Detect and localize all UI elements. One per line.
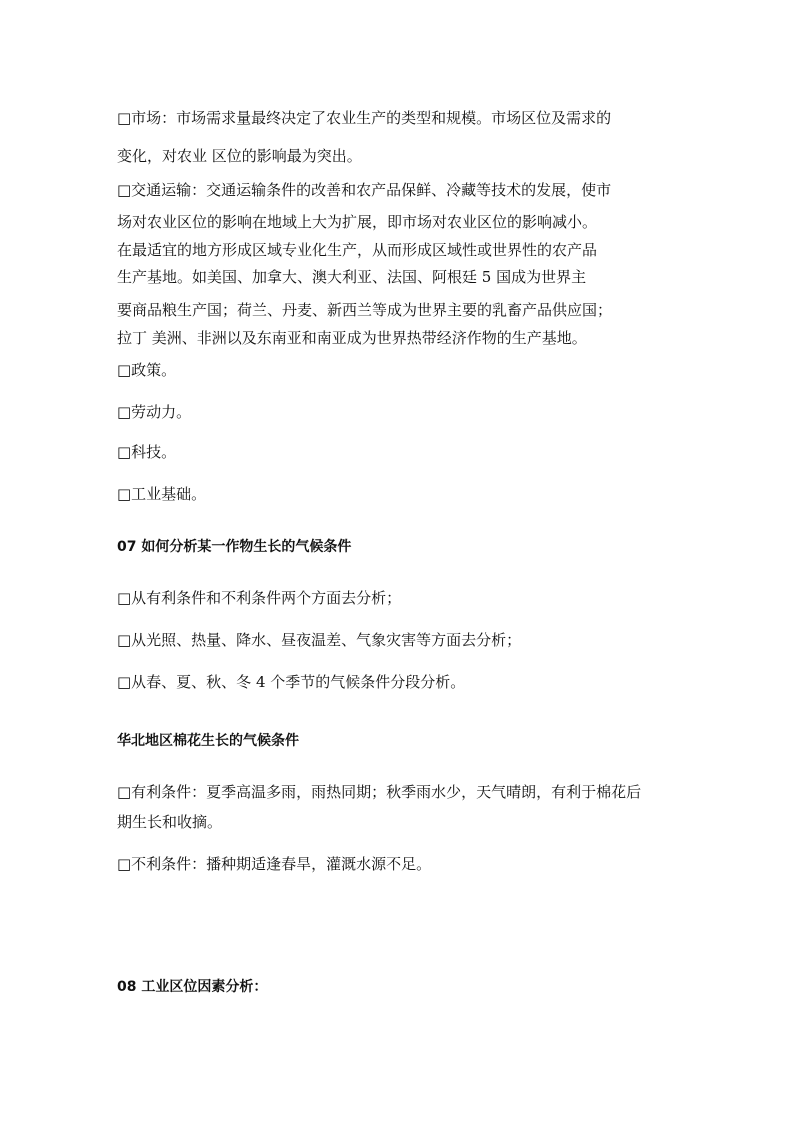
factor-industry-base: □工业基础。 (117, 485, 207, 503)
market-line-1: □市场：市场需求量最终决定了农业生产的类型和规模。市场区位及需求的 (117, 109, 612, 127)
cotton-favorable-line-2: 期生长和收摘。 (117, 813, 223, 831)
section-08-heading: 08 工业区位因素分析： (117, 979, 268, 995)
section-07-item-2: □从光照、热量、降水、昼夜温差、气象灾害等方面去分析； (117, 631, 522, 649)
cotton-favorable-line-1: □有利条件：夏季高温多雨，雨热同期；秋季雨水少，天气晴朗，有利于棉花后 (117, 783, 642, 801)
transport-line-6: 拉丁 美洲、非洲以及东南亚和南亚成为世界热带经济作物的生产基地。 (117, 329, 587, 347)
market-line-2: 变化，对农业 区位的影响最为突出。 (117, 147, 362, 165)
section-07-item-3: □从春、夏、秋、冬 4 个季节的气候条件分段分析。 (117, 673, 466, 691)
factor-technology: □科技。 (117, 443, 177, 461)
section-07-heading: 07 如何分析某一作物生长的气候条件 (117, 539, 352, 555)
section-07-item-1: □从有利条件和不利条件两个方面去分析； (117, 589, 402, 607)
factor-policy: □政策。 (117, 361, 177, 379)
transport-line-1: □交通运输：交通运输条件的改善和农产品保鲜、冷藏等技术的发展，使市 (117, 181, 612, 199)
transport-line-3: 在最适宜的地方形成区域专业化生产，从而形成区域性或世界性的农产品 (117, 241, 598, 259)
transport-line-4: 生产基地。如美国、加拿大、澳大利亚、法国、阿根廷 5 国成为世界主 (117, 268, 587, 286)
transport-line-2: 场对农业区位的影响在地域上大为扩展，即市场对农业区位的影响减小。 (117, 213, 598, 231)
cotton-heading: 华北地区棉花生长的气候条件 (117, 733, 299, 749)
transport-line-5: 要商品粮生产国；荷兰、丹麦、新西兰等成为世界主要的乳畜产品供应国； (117, 301, 613, 319)
factor-labor: □劳动力。 (117, 403, 192, 421)
cotton-unfavorable: □不利条件：播种期适逢春旱，灌溉水源不足。 (117, 855, 432, 873)
